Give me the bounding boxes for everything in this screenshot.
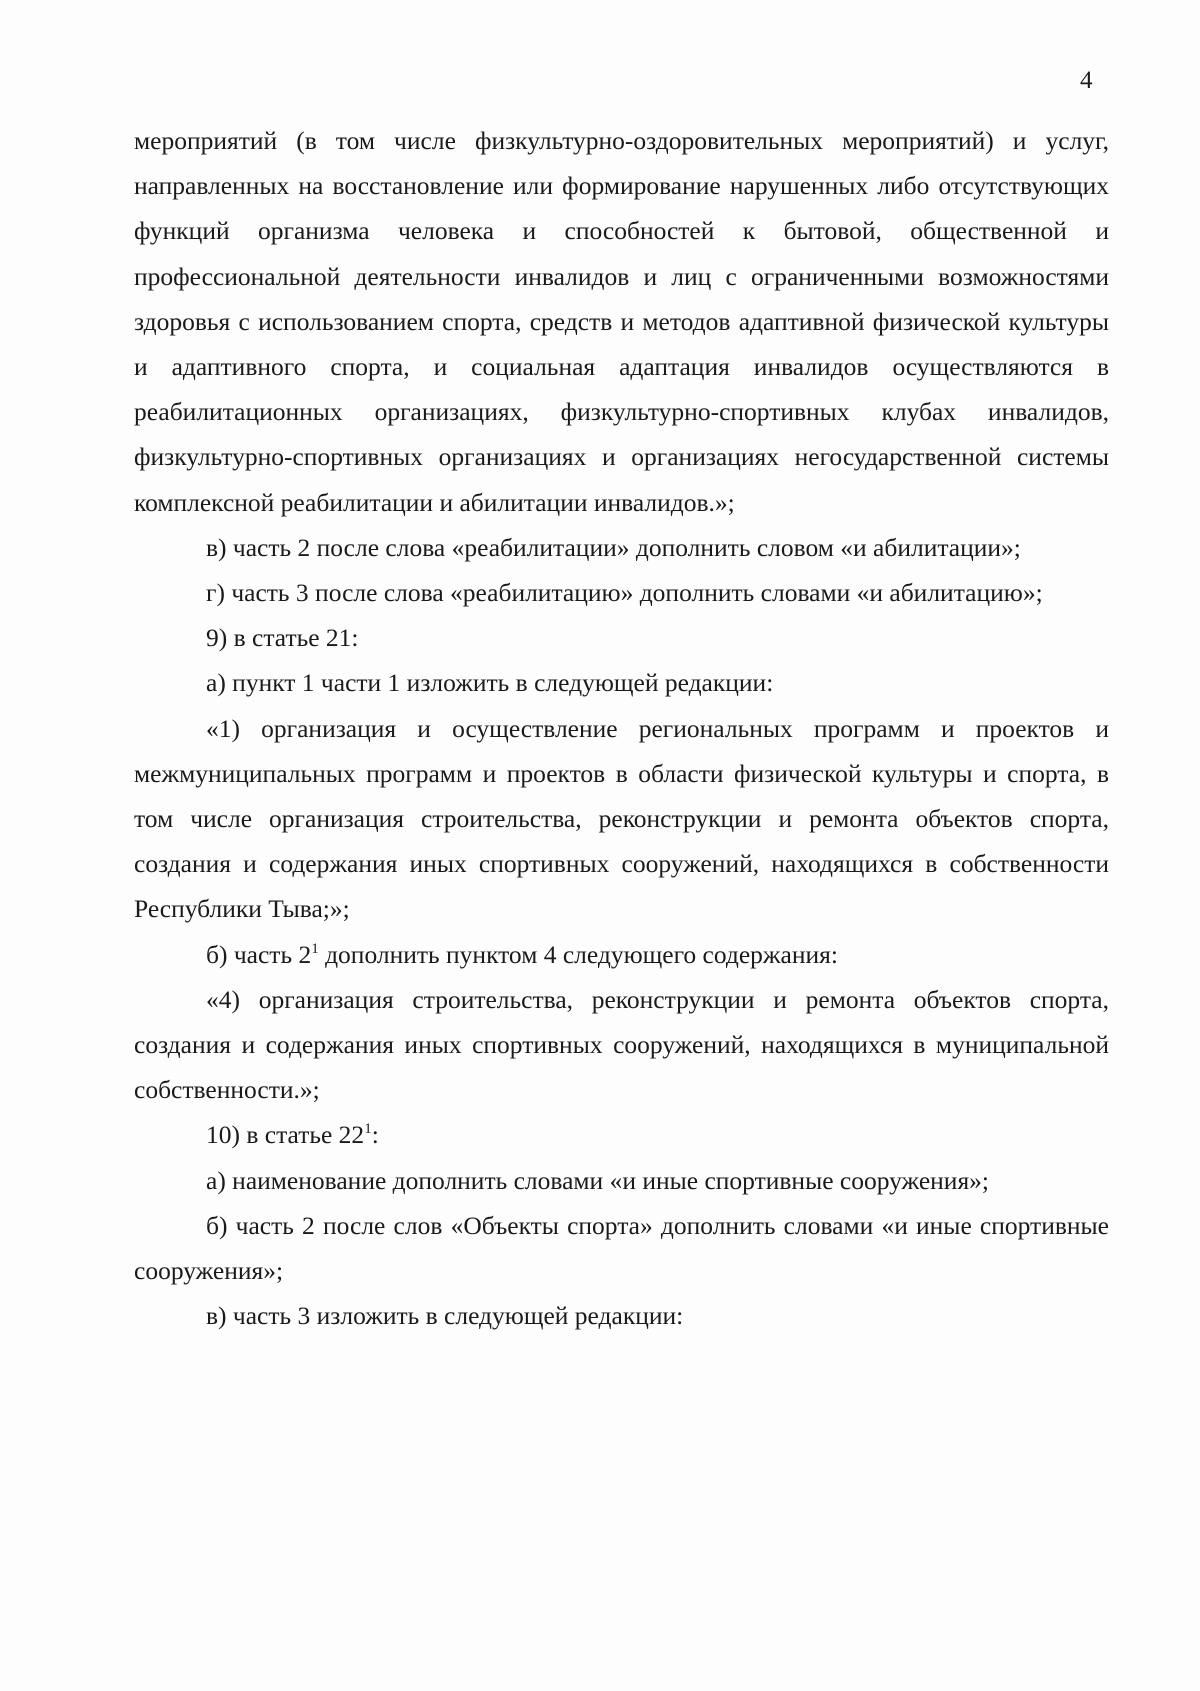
paragraph-p11 <box>134 1203 1109 1293</box>
paragraph-p7 <box>134 932 1109 977</box>
paragraph-text: дополнить пунктом 4 следующего содержания: <box>318 939 838 969</box>
paragraph-p1 <box>134 118 1109 525</box>
paragraph-text: «1) организация и осуществление региональных программ и проектов и межмуниципальных программ и проектов в области физической культуры и спорта, в том числе организация строительства, реконструкции и ремонта объектов спорта, создания и содержания иных спортивных сооружений, находящихся в собственности Республики Тыва;»; <box>134 713 1109 924</box>
paragraph-p12 <box>134 1293 1109 1338</box>
paragraph-p8 <box>134 977 1109 1113</box>
paragraph-text: в) часть 2 после слова «реабилитации» дополнить словом «и абилитации»; <box>206 532 1021 562</box>
superscript: 1 <box>311 940 319 957</box>
paragraph-text: : <box>371 1120 379 1150</box>
paragraph-p9 <box>134 1112 1109 1157</box>
paragraph-text: 10) в статье 22 <box>206 1120 365 1150</box>
paragraph-p3 <box>134 570 1109 615</box>
paragraph-p4 <box>134 615 1109 660</box>
paragraph-text: а) наименование дополнить словами «и иные спортивные сооружения»; <box>206 1165 990 1195</box>
paragraph-text: «4) организация строительства, реконструкции и ремонта объектов спорта, создания и содержания иных спортивных сооружений, находящихся в муниципальной собственности.»; <box>134 984 1109 1105</box>
paragraph-text: в) часть 3 изложить в следующей редакции: <box>206 1301 684 1331</box>
paragraph-text: б) часть 2 <box>206 939 312 969</box>
document-body <box>134 118 1109 1338</box>
paragraph-p2 <box>134 525 1109 570</box>
paragraph-p6 <box>134 706 1109 932</box>
page-number: 4 <box>1080 67 1093 94</box>
superscript: 1 <box>364 1121 372 1138</box>
paragraph-text: 9) в статье 21: <box>206 623 359 653</box>
paragraph-text: г) часть 3 после слова «реабилитацию» дополнить словами «и абилитацию»; <box>206 578 1043 608</box>
paragraph-p5 <box>134 660 1109 705</box>
paragraph-text: а) пункт 1 части 1 изложить в следующей редакции: <box>206 668 774 698</box>
paragraph-text: б) часть 2 после слов «Объекты спорта» дополнить словами «и иные спортивные сооружения»; <box>134 1210 1109 1286</box>
paragraph-p10 <box>134 1158 1109 1203</box>
paragraph-text: мероприятий (в том числе физкультурно-оздоровительных мероприятий) и услуг, направленных на восстановление или формирование нарушенных либо отсутствующих функций организма человека и способностей к бытовой, общественной и профессиональной деятельности инвалидов и лиц с ограниченными возможностями здоровья с использованием спорта, средств и методов адаптивной физической культуры и адаптивного спорта, и социальная адаптация инвалидов осуществляются в реабилитационных организациях, физкультурно-спортивных клубах инвалидов, физкультурно-спортивных организациях и организациях негосударственной системы комплексной реабилитации и абилитации инвалидов.»; <box>134 126 1109 517</box>
